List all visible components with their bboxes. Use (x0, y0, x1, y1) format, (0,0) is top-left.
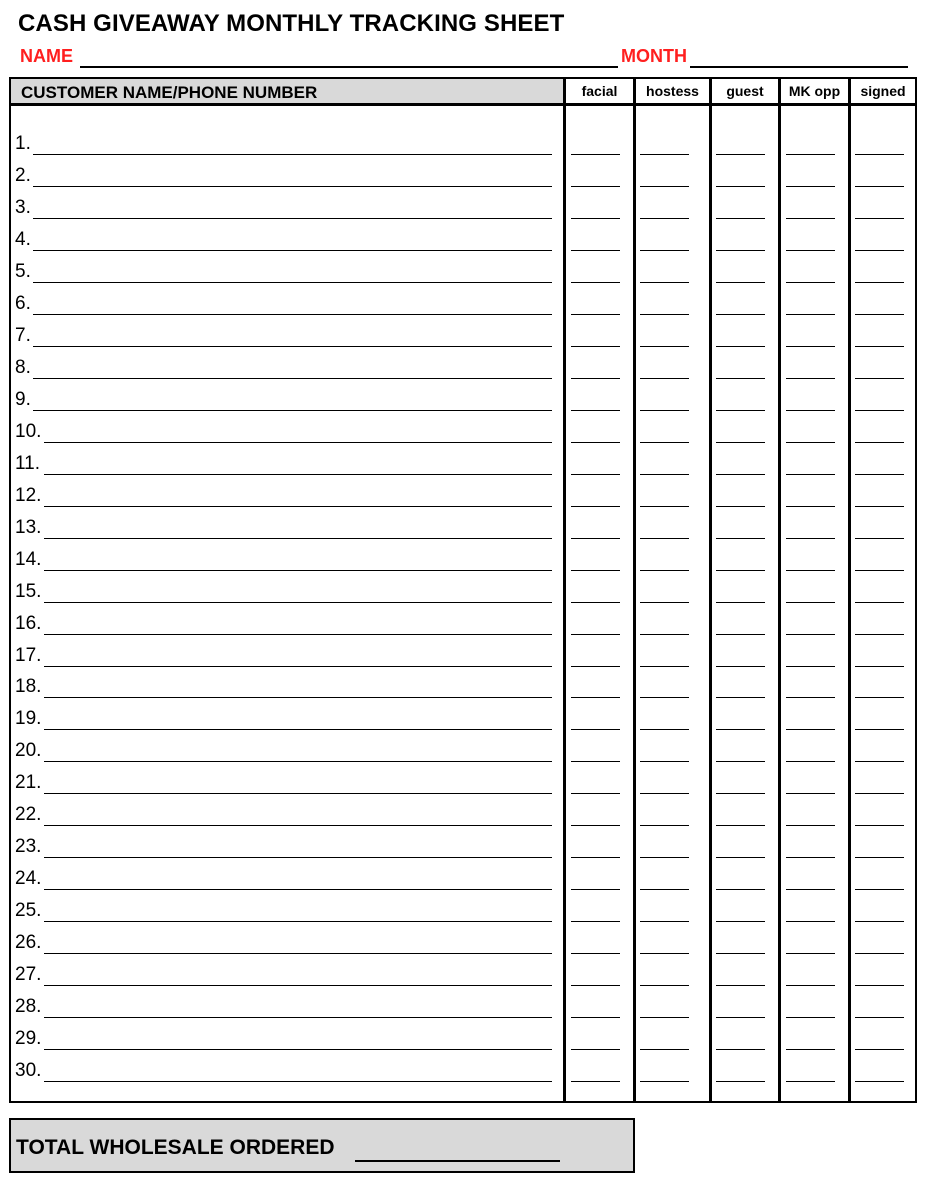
check-field-mk-opp[interactable] (786, 218, 835, 219)
check-field-mk-opp[interactable] (786, 857, 835, 858)
customer-entry-field[interactable] (44, 1049, 552, 1050)
row-number: 30. (15, 1060, 42, 1081)
row-number: 10. (15, 421, 42, 442)
check-field-guest[interactable] (716, 857, 765, 858)
check-field-hostess[interactable] (640, 1049, 689, 1050)
check-field-mk-opp[interactable] (786, 410, 835, 411)
row-number: 26. (15, 932, 42, 953)
customer-entry-field[interactable] (44, 857, 552, 858)
customer-entry-field[interactable] (44, 442, 552, 443)
customer-entry-field[interactable] (33, 410, 552, 411)
row-number: 18. (15, 676, 42, 697)
check-field-hostess[interactable] (640, 697, 689, 698)
column-divider (709, 79, 712, 1101)
column-header-underline (851, 103, 915, 106)
column-divider (633, 79, 636, 1101)
check-field-mk-opp[interactable] (786, 793, 835, 794)
check-field-facial[interactable] (571, 793, 620, 794)
check-field-mk-opp[interactable] (786, 729, 835, 730)
check-field-facial[interactable] (571, 250, 620, 251)
row-number: 8. (15, 357, 31, 378)
column-header-underline (636, 103, 709, 106)
check-field-hostess[interactable] (640, 921, 689, 922)
check-field-mk-opp[interactable] (786, 825, 835, 826)
check-field-mk-opp[interactable] (786, 985, 835, 986)
check-field-hostess[interactable] (640, 314, 689, 315)
check-field-guest[interactable] (716, 793, 765, 794)
row-number: 5. (15, 261, 31, 282)
check-field-facial[interactable] (571, 474, 620, 475)
customer-entry-field[interactable] (44, 1081, 552, 1082)
row-number: 9. (15, 389, 31, 410)
check-field-mk-opp[interactable] (786, 442, 835, 443)
check-field-facial[interactable] (571, 506, 620, 507)
customer-entry-field[interactable] (44, 474, 552, 475)
name-field[interactable] (80, 66, 618, 68)
row-number: 2. (15, 165, 31, 186)
check-field-facial[interactable] (571, 442, 620, 443)
check-field-guest[interactable] (716, 282, 765, 283)
check-field-hostess[interactable] (640, 538, 689, 539)
column-header-underline (781, 103, 848, 106)
check-field-guest[interactable] (716, 250, 765, 251)
row-number: 3. (15, 197, 31, 218)
check-field-hostess[interactable] (640, 570, 689, 571)
customer-entry-field[interactable] (33, 378, 552, 379)
check-field-signed[interactable] (855, 570, 904, 571)
customer-header-divider (11, 103, 564, 106)
customer-entry-field[interactable] (44, 602, 552, 603)
column-header-underline (712, 103, 778, 106)
check-field-signed[interactable] (855, 186, 904, 187)
check-field-signed[interactable] (855, 154, 904, 155)
customer-entry-field[interactable] (33, 346, 552, 347)
check-field-signed[interactable] (855, 1017, 904, 1018)
check-field-hostess[interactable] (640, 218, 689, 219)
check-field-signed[interactable] (855, 218, 904, 219)
row-number: 4. (15, 229, 31, 250)
customer-entry-field[interactable] (44, 985, 552, 986)
check-field-signed[interactable] (855, 793, 904, 794)
check-field-signed[interactable] (855, 538, 904, 539)
check-field-hostess[interactable] (640, 793, 689, 794)
check-field-signed[interactable] (855, 282, 904, 283)
check-field-facial[interactable] (571, 282, 620, 283)
check-field-guest[interactable] (716, 1017, 765, 1018)
check-field-guest[interactable] (716, 602, 765, 603)
check-field-guest[interactable] (716, 697, 765, 698)
check-field-guest[interactable] (716, 953, 765, 954)
check-field-facial[interactable] (571, 154, 620, 155)
check-field-mk-opp[interactable] (786, 1017, 835, 1018)
page-title: CASH GIVEAWAY MONTHLY TRACKING SHEET (18, 10, 565, 37)
row-number: 29. (15, 1028, 42, 1049)
check-field-mk-opp[interactable] (786, 506, 835, 507)
check-field-hostess[interactable] (640, 282, 689, 283)
column-header-signed: signed (860, 83, 906, 99)
row-number: 24. (15, 868, 42, 889)
check-field-facial[interactable] (571, 761, 620, 762)
check-field-signed[interactable] (855, 697, 904, 698)
check-field-hostess[interactable] (640, 410, 689, 411)
customer-entry-field[interactable] (33, 282, 552, 283)
column-divider (778, 79, 781, 1101)
row-number: 21. (15, 772, 42, 793)
total-wholesale-field[interactable] (355, 1160, 560, 1162)
check-field-facial[interactable] (571, 697, 620, 698)
check-field-hostess[interactable] (640, 985, 689, 986)
check-field-guest[interactable] (716, 1081, 765, 1082)
check-field-mk-opp[interactable] (786, 761, 835, 762)
check-field-facial[interactable] (571, 1017, 620, 1018)
column-divider (848, 79, 851, 1101)
check-field-signed[interactable] (855, 889, 904, 890)
check-field-facial[interactable] (571, 634, 620, 635)
column-divider (563, 79, 566, 1101)
customer-entry-field[interactable] (44, 825, 552, 826)
customer-entry-field[interactable] (44, 538, 552, 539)
check-field-guest[interactable] (716, 378, 765, 379)
check-field-signed[interactable] (855, 410, 904, 411)
check-field-mk-opp[interactable] (786, 378, 835, 379)
row-number: 17. (15, 645, 42, 666)
customer-entry-field[interactable] (44, 634, 552, 635)
column-header-guest: guest (726, 83, 764, 99)
check-field-signed[interactable] (855, 985, 904, 986)
check-field-signed[interactable] (855, 634, 904, 635)
check-field-mk-opp[interactable] (786, 154, 835, 155)
check-field-guest[interactable] (716, 889, 765, 890)
customer-column-header: CUSTOMER NAME/PHONE NUMBER (21, 83, 318, 102)
check-field-signed[interactable] (855, 857, 904, 858)
check-field-facial[interactable] (571, 186, 620, 187)
check-field-guest[interactable] (716, 218, 765, 219)
customer-entry-field[interactable] (33, 186, 552, 187)
customer-entry-field[interactable] (44, 729, 552, 730)
customer-entry-field[interactable] (44, 921, 552, 922)
check-field-facial[interactable] (571, 314, 620, 315)
check-field-signed[interactable] (855, 729, 904, 730)
check-field-signed[interactable] (855, 602, 904, 603)
check-field-hostess[interactable] (640, 953, 689, 954)
row-number: 11. (15, 453, 41, 474)
customer-entry-field[interactable] (44, 1017, 552, 1018)
check-field-facial[interactable] (571, 410, 620, 411)
customer-entry-field[interactable] (33, 218, 552, 219)
check-field-signed[interactable] (855, 953, 904, 954)
check-field-mk-opp[interactable] (786, 666, 835, 667)
check-field-signed[interactable] (855, 250, 904, 251)
customer-entry-field[interactable] (33, 314, 552, 315)
check-field-guest[interactable] (716, 186, 765, 187)
check-field-guest[interactable] (716, 314, 765, 315)
check-field-hostess[interactable] (640, 442, 689, 443)
check-field-guest[interactable] (716, 729, 765, 730)
check-field-guest[interactable] (716, 921, 765, 922)
customer-entry-field[interactable] (33, 250, 552, 251)
check-field-mk-opp[interactable] (786, 538, 835, 539)
check-field-signed[interactable] (855, 378, 904, 379)
check-field-facial[interactable] (571, 953, 620, 954)
check-field-mk-opp[interactable] (786, 474, 835, 475)
check-field-guest[interactable] (716, 825, 765, 826)
check-field-guest[interactable] (716, 666, 765, 667)
month-label: MONTH (621, 46, 687, 66)
row-number: 15. (15, 581, 42, 602)
column-header-hostess: hostess (646, 83, 699, 99)
total-wholesale-label: TOTAL WHOLESALE ORDERED (16, 1136, 335, 1159)
check-field-signed[interactable] (855, 761, 904, 762)
check-field-hostess[interactable] (640, 634, 689, 635)
row-number: 19. (15, 708, 42, 729)
check-field-guest[interactable] (716, 474, 765, 475)
name-label: NAME (20, 46, 73, 66)
check-field-guest[interactable] (716, 634, 765, 635)
check-field-guest[interactable] (716, 506, 765, 507)
column-header-mk-opp: MK opp (788, 83, 841, 99)
check-field-hostess[interactable] (640, 825, 689, 826)
customer-entry-field[interactable] (44, 697, 552, 698)
check-field-mk-opp[interactable] (786, 921, 835, 922)
check-field-mk-opp[interactable] (786, 602, 835, 603)
check-field-hostess[interactable] (640, 250, 689, 251)
row-number: 14. (15, 549, 42, 570)
row-number: 1. (15, 133, 31, 154)
check-field-hostess[interactable] (640, 602, 689, 603)
check-field-hostess[interactable] (640, 154, 689, 155)
check-field-mk-opp[interactable] (786, 314, 835, 315)
check-field-hostess[interactable] (640, 666, 689, 667)
check-field-signed[interactable] (855, 921, 904, 922)
check-field-signed[interactable] (855, 1081, 904, 1082)
customer-entry-field[interactable] (44, 570, 552, 571)
check-field-guest[interactable] (716, 761, 765, 762)
check-field-facial[interactable] (571, 538, 620, 539)
check-field-mk-opp[interactable] (786, 282, 835, 283)
customer-entry-field[interactable] (33, 154, 552, 155)
check-field-facial[interactable] (571, 1081, 620, 1082)
check-field-hostess[interactable] (640, 474, 689, 475)
customer-entry-field[interactable] (44, 761, 552, 762)
check-field-mk-opp[interactable] (786, 1049, 835, 1050)
check-field-facial[interactable] (571, 825, 620, 826)
check-field-mk-opp[interactable] (786, 889, 835, 890)
check-field-signed[interactable] (855, 506, 904, 507)
row-number: 22. (15, 804, 42, 825)
month-field[interactable] (690, 66, 908, 68)
check-field-facial[interactable] (571, 570, 620, 571)
check-field-hostess[interactable] (640, 761, 689, 762)
check-field-signed[interactable] (855, 1049, 904, 1050)
check-field-signed[interactable] (855, 314, 904, 315)
check-field-signed[interactable] (855, 474, 904, 475)
check-field-guest[interactable] (716, 442, 765, 443)
check-field-facial[interactable] (571, 889, 620, 890)
check-field-facial[interactable] (571, 729, 620, 730)
customer-entry-field[interactable] (44, 953, 552, 954)
check-field-mk-opp[interactable] (786, 250, 835, 251)
check-field-facial[interactable] (571, 1049, 620, 1050)
check-field-hostess[interactable] (640, 506, 689, 507)
check-field-mk-opp[interactable] (786, 697, 835, 698)
check-field-guest[interactable] (716, 1049, 765, 1050)
check-field-signed[interactable] (855, 346, 904, 347)
customer-entry-field[interactable] (44, 793, 552, 794)
row-number: 12. (15, 485, 42, 506)
check-field-facial[interactable] (571, 985, 620, 986)
check-field-mk-opp[interactable] (786, 570, 835, 571)
check-field-signed[interactable] (855, 666, 904, 667)
row-number: 27. (15, 964, 42, 985)
customer-entry-field[interactable] (44, 889, 552, 890)
row-number: 6. (15, 293, 31, 314)
row-number: 7. (15, 325, 31, 346)
check-field-facial[interactable] (571, 346, 620, 347)
check-field-guest[interactable] (716, 570, 765, 571)
customer-entry-field[interactable] (44, 506, 552, 507)
check-field-hostess[interactable] (640, 889, 689, 890)
row-number: 13. (15, 517, 42, 538)
check-field-facial[interactable] (571, 857, 620, 858)
column-header-facial: facial (581, 83, 618, 99)
check-field-facial[interactable] (571, 921, 620, 922)
customer-entry-field[interactable] (44, 666, 552, 667)
check-field-guest[interactable] (716, 346, 765, 347)
check-field-mk-opp[interactable] (786, 346, 835, 347)
row-number: 23. (15, 836, 42, 857)
check-field-hostess[interactable] (640, 1017, 689, 1018)
row-number: 16. (15, 613, 42, 634)
check-field-hostess[interactable] (640, 857, 689, 858)
check-field-hostess[interactable] (640, 1081, 689, 1082)
check-field-guest[interactable] (716, 410, 765, 411)
check-field-facial[interactable] (571, 378, 620, 379)
check-field-hostess[interactable] (640, 729, 689, 730)
check-field-mk-opp[interactable] (786, 634, 835, 635)
check-field-hostess[interactable] (640, 346, 689, 347)
check-field-mk-opp[interactable] (786, 186, 835, 187)
check-field-guest[interactable] (716, 985, 765, 986)
check-field-signed[interactable] (855, 825, 904, 826)
check-field-facial[interactable] (571, 666, 620, 667)
check-field-guest[interactable] (716, 154, 765, 155)
check-field-hostess[interactable] (640, 378, 689, 379)
check-field-mk-opp[interactable] (786, 953, 835, 954)
check-field-mk-opp[interactable] (786, 1081, 835, 1082)
column-header-underline (566, 103, 633, 106)
check-field-facial[interactable] (571, 602, 620, 603)
row-number: 25. (15, 900, 42, 921)
check-field-facial[interactable] (571, 218, 620, 219)
check-field-signed[interactable] (855, 442, 904, 443)
check-field-guest[interactable] (716, 538, 765, 539)
row-number: 28. (15, 996, 42, 1017)
check-field-hostess[interactable] (640, 186, 689, 187)
row-number: 20. (15, 740, 42, 761)
